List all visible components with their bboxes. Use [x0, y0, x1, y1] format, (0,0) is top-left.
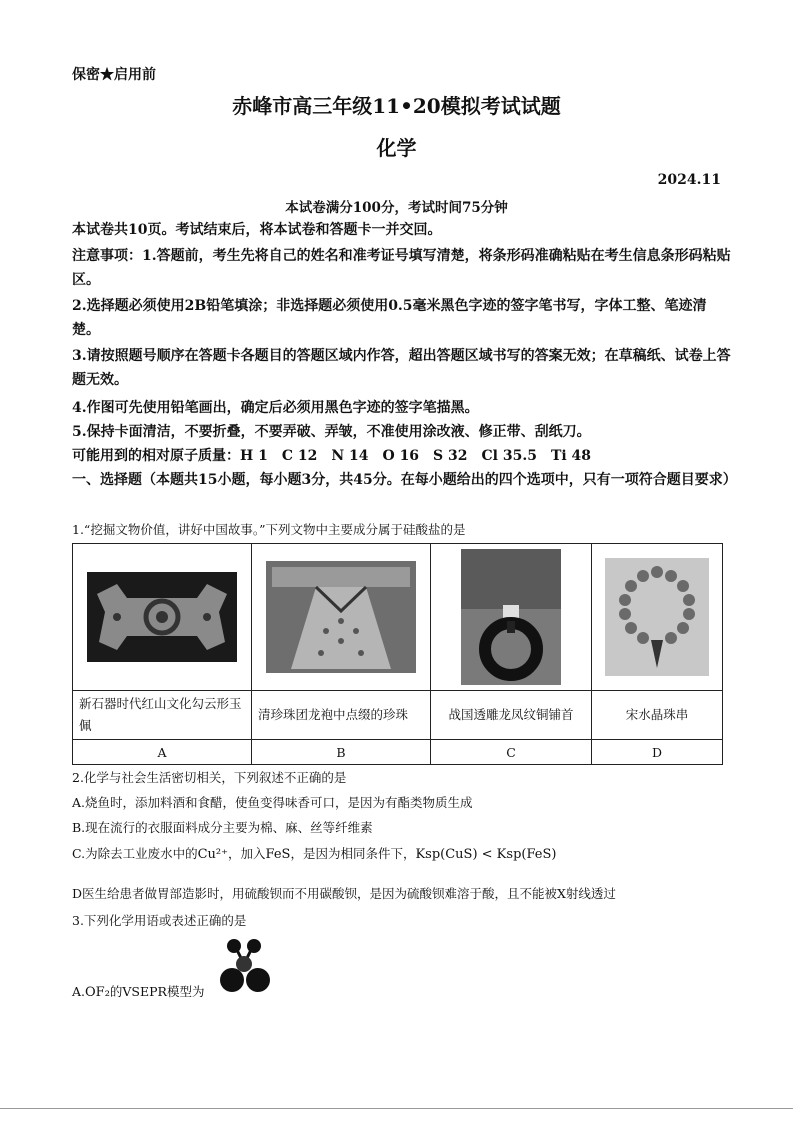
pearl-robe-icon — [266, 561, 416, 673]
q2-c-mid2: ，是因为相同条件下， — [290, 846, 416, 861]
option-c-caption: 战国透雕龙凤纹铜铺首 — [431, 691, 592, 740]
section-1-heading: 一、选择题（本题共15小题，每小题3分，共45分。在每小题给出的四个选项中，只有一项符合题目要求） — [72, 472, 737, 488]
q3-a-prefix: A. — [72, 984, 86, 999]
of2-formula: OF₂ — [85, 985, 110, 1000]
option-b-image-cell — [252, 544, 431, 691]
q2-stem: 2.化学与社会生活密切相关，下列叙述不正确的是 — [72, 770, 347, 785]
cu-ion-formula: Cu²⁺ — [197, 847, 228, 862]
q3-option-a — [72, 982, 742, 1003]
vsepr-model-icon — [218, 936, 274, 996]
q2-option-a: A.烧鱼时，添加料酒和食醋，使鱼变得味香可口，是因为有酯类物质生成 — [72, 795, 473, 810]
option-c-letter: C — [431, 740, 592, 765]
confidential-label: 保密★启用前 — [72, 67, 156, 83]
q2-c-mid: ，加入 — [228, 846, 266, 861]
q2-option-b: B.现在流行的衣服面料成分主要为棉、麻、丝等纤维素 — [72, 820, 373, 835]
note-2: 2.选择题必须使用2B铅笔填涂；非选择题必须使用0.5毫米黑色字迹的签字笔书写，字体工整、笔迹清楚。 — [72, 298, 707, 338]
option-a-caption: 新石器时代红山文化勾云形玉佩 — [73, 691, 252, 740]
ksp-inequality: Ksp(CuS) < Ksp(FeS) — [415, 847, 557, 862]
option-b-letter: B — [252, 740, 431, 765]
q1-options-table — [72, 543, 723, 765]
subject-title: 化学 — [376, 136, 417, 160]
note-3: 3.请按照题号顺序在答题卡各题目的答题区域内作答，超出答题区域书写的答案无效；在草稿纸、试卷上答题无效。 — [72, 348, 731, 388]
q2-c-prefix: C.为除去工业废水中的 — [72, 846, 198, 861]
intro-pages: 本试卷共10页。考试结束后，将本试卷和答题卡一并交回。 — [72, 222, 442, 238]
q3-stem: 3.下列化学用语或表述正确的是 — [72, 913, 247, 928]
score-time-line: 本试卷满分100分，考试时间75分钟 — [285, 200, 508, 216]
option-d-letter: D — [592, 740, 723, 765]
atomic-masses: 可能用到的相对原子质量：H 1 C 12 N 14 O 16 S 32 Cl 35.5 Ti 48 — [72, 448, 592, 464]
q1-stem: 1.“挖掘文物价值，讲好中国故事。”下列文物中主要成分属于硅酸盐的是 — [72, 522, 466, 537]
page-bottom-rule — [0, 1108, 793, 1109]
option-d-caption: 宋水晶珠串 — [592, 691, 723, 740]
option-b-caption: 清珍珠团龙袍中点缀的珍珠 — [252, 691, 431, 740]
q3-a-text: 的VSEPR模型为 — [109, 984, 205, 999]
jade-pendant-icon — [87, 572, 237, 662]
option-c-image-cell — [431, 544, 592, 691]
option-a-letter: A — [73, 740, 252, 765]
bronze-knocker-icon — [461, 549, 561, 685]
fes-formula: FeS — [265, 847, 291, 862]
crystal-beads-icon — [605, 558, 709, 676]
option-a-image-cell — [73, 544, 252, 691]
option-d-image-cell — [592, 544, 723, 691]
note-4: 4.作图可先使用铅笔画出，确定后必须用黑色字迹的签字笔描黑。 — [72, 400, 479, 416]
exam-title: 赤峰市高三年级11•20模拟考试试题 — [232, 94, 561, 118]
q2-option-d: D医生给患者做胃部造影时，用硫酸钡而不用碳酸钡，是因为硫酸钡难溶于酸，且不能被X射线透过 — [72, 886, 616, 901]
exam-date: 2024.11 — [657, 172, 721, 188]
note-5: 5.保持卡面清洁，不要折叠，不要弄破、弄皱，不准使用涂改液、修正带、刮纸刀。 — [72, 424, 591, 440]
q2-option-c — [72, 844, 742, 865]
note-1: 注意事项：1.答题前，考生先将自己的姓名和准考证号填写清楚，将条形码准确粘贴在考生信息条形码粘贴区。 — [72, 248, 731, 288]
